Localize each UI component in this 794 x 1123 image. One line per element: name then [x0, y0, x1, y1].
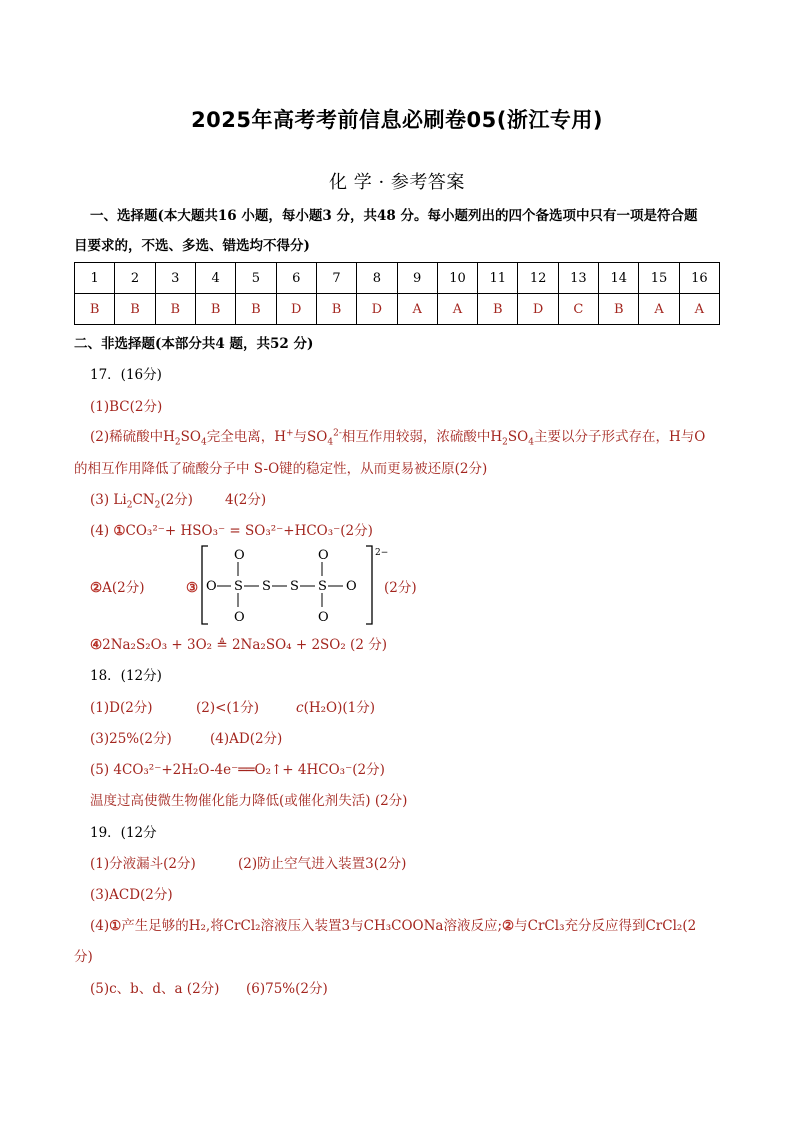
q19-part6: (6)75%(2分): [246, 981, 328, 997]
q17-part4-item1: (4) ①CO₃²⁻+ HSO₃⁻ = SO₃²⁻+HCO₃⁻(2分): [90, 523, 373, 539]
q19-part4-line2: 分): [74, 949, 93, 965]
page-title: 2025年高考考前信息必刷卷05(浙江专用): [191, 108, 603, 132]
q18-header: 18．(12分): [90, 668, 162, 684]
atom-O-left: O: [206, 579, 217, 594]
q17-part4-item2: ②A(2分): [90, 580, 145, 596]
answer-cell: A: [397, 294, 437, 325]
section1-heading-line1: 一、选择题(本大题共16 小题，每小题3 分，共48 分。每小题列出的四个备选项中只有一项是符合题: [90, 208, 698, 224]
question-number-cell: 3: [155, 263, 195, 294]
q19-header: 19．(12分: [90, 825, 157, 841]
q17-part2-line2: 的相互作用降低了硫酸分子中 S-O键的稳定性，从而更易被还原(2分): [74, 461, 488, 477]
question-number-cell: 9: [397, 263, 437, 294]
question-number-cell: 10: [437, 263, 477, 294]
answer-cell: D: [357, 294, 397, 325]
q17-part2-line1: (2)稀硫酸中$H_2SO_4$完全电离，H+与$SO_4^{2-}$相互作用较弱，浓硫酸中$H_2SO_4$主要以分子形式存在，H与O: [90, 428, 706, 448]
answer-cell: D: [276, 294, 316, 325]
question-number-cell: 15: [639, 263, 679, 294]
atom-S3: S: [290, 579, 299, 594]
answer-cell: B: [155, 294, 195, 325]
question-number-cell: 2: [115, 263, 155, 294]
atom-O-right: O: [346, 579, 357, 594]
q17-part3: (3) $Li_2CN_2(2$分) 4(2分): [90, 492, 267, 511]
answer-cell: B: [75, 294, 115, 325]
q17-part4-item3-score: (2分): [384, 580, 417, 596]
q18-part1: (1)D(2分): [90, 700, 153, 716]
q18-part2: (2)<(1分): [196, 700, 260, 716]
question-number-cell: 13: [558, 263, 598, 294]
section1-heading-line2: 目要求的，不选、多选、错选均不得分): [74, 238, 310, 254]
answer-cell: B: [599, 294, 639, 325]
answer-cell: B: [236, 294, 276, 325]
atom-O-top2: O: [318, 548, 329, 563]
question-number-cell: 6: [276, 263, 316, 294]
right-bracket: [366, 546, 372, 624]
answer-cell: B: [195, 294, 235, 325]
answer-cell: D: [518, 294, 558, 325]
answer-cell: B: [316, 294, 356, 325]
answer-cell: A: [639, 294, 679, 325]
q18-part5-explanation: 温度过高使微生物催化能力降低(或催化剂失活) (2分): [90, 793, 408, 809]
q18-part3: (3)25%(2分): [90, 731, 172, 747]
answer-cell: C: [558, 294, 598, 325]
question-number-cell: 16: [679, 263, 719, 294]
answer-row: [75, 294, 720, 325]
page-subtitle: 化 学 · 参考答案: [329, 172, 465, 193]
atom-S4: S: [318, 579, 327, 594]
question-number-cell: 14: [599, 263, 639, 294]
q17-part4-item3-marker: ③: [186, 580, 199, 596]
q19-part3: (3)ACD(2分): [90, 887, 173, 903]
answer-cell: A: [437, 294, 477, 325]
question-number-cell: 1: [75, 263, 115, 294]
atom-O-bot1: O: [234, 610, 245, 625]
q17-part4-item4: ④2Na₂S₂O₃ + 3O₂ ≜ 2Na₂SO₄ + 2SO₂ (2 分): [90, 637, 387, 653]
question-number-row: [75, 263, 720, 294]
q18-part4: (4)AD(2分): [210, 731, 283, 747]
answer-cell: B: [115, 294, 155, 325]
answer-cell: B: [478, 294, 518, 325]
atom-S2: S: [262, 579, 271, 594]
answer-cell: A: [679, 294, 719, 325]
section2-heading: 二、非选择题(本部分共4 题，共52 分): [74, 336, 314, 352]
question-number-cell: 4: [195, 263, 235, 294]
q19-part5: (5)c、b、d、a (2分): [90, 981, 220, 997]
q18-part5-equation: (5) 4CO₃²⁻+2H₂O-4e⁻══O₂↑+ 4HCO₃⁻(2分): [90, 762, 385, 778]
question-number-cell: 11: [478, 263, 518, 294]
multiple-choice-answer-table: [74, 262, 720, 325]
q19-part1: (1)分液漏斗(2分): [90, 856, 196, 872]
q19-part4-line1: (4)①产生足够的H₂,将CrCl₂溶液压入装置3与CH₃COONa溶液反应;②与CrCl₃充分反应得到CrCl₂(2: [90, 918, 697, 934]
atom-O-bot2: O: [318, 610, 329, 625]
question-number-cell: 7: [316, 263, 356, 294]
atom-O-top1: O: [234, 548, 245, 563]
q18-part2-second: c(H₂O)(1分): [296, 700, 375, 716]
question-number-cell: 5: [236, 263, 276, 294]
q17-part1: (1)BC(2分): [90, 399, 163, 415]
question-number-cell: 8: [357, 263, 397, 294]
q17-header: 17．(16分): [90, 367, 162, 383]
charge-label: 2−: [375, 548, 389, 558]
atom-S1: S: [234, 579, 243, 594]
question-number-cell: 12: [518, 263, 558, 294]
q19-part2: (2)防止空气进入装置3(2分): [238, 856, 407, 872]
